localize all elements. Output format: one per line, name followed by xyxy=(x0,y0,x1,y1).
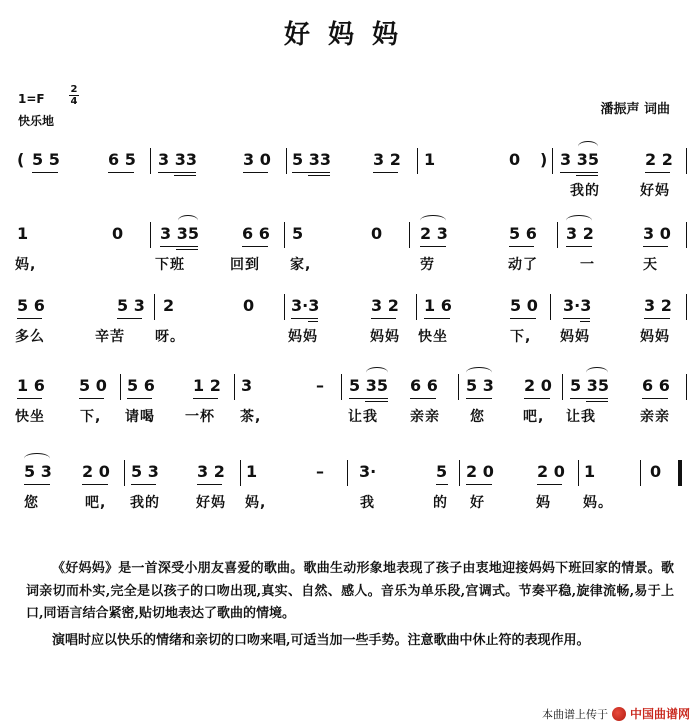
note-group: – xyxy=(316,376,324,395)
lyric-text: 妈妈 xyxy=(640,329,670,345)
note-group: 0 xyxy=(371,224,383,243)
bar-line xyxy=(124,460,125,486)
score-row xyxy=(0,224,700,296)
beam-underline xyxy=(563,318,590,319)
bar-line xyxy=(678,460,682,486)
bar-line xyxy=(120,374,121,400)
lyric-text: 动了 xyxy=(508,257,538,273)
beam-underline xyxy=(17,398,42,399)
lyric-text: 下班 xyxy=(155,257,185,273)
bar-line xyxy=(284,294,285,320)
lyric-text: 妈妈 xyxy=(560,329,590,345)
note-group: 5 6 xyxy=(17,296,45,315)
beam-underline xyxy=(436,484,448,485)
slur-mark xyxy=(586,367,608,378)
slur-mark xyxy=(24,453,50,464)
beam-underline xyxy=(79,398,104,399)
bar-line xyxy=(550,294,551,320)
lyric-text: 我的 xyxy=(570,183,600,199)
note-group: 3 2 xyxy=(644,296,672,315)
score-row xyxy=(0,296,700,368)
beam-underline xyxy=(642,398,668,399)
score-row xyxy=(0,462,700,534)
bar-line xyxy=(686,222,687,248)
bar-line xyxy=(686,148,687,174)
bar-line xyxy=(284,222,285,248)
slur-mark xyxy=(178,215,198,226)
lyric-text: 您 xyxy=(470,409,485,425)
bar-line xyxy=(459,460,460,486)
lyric-text: 请喝 xyxy=(125,409,155,425)
beam-underline xyxy=(108,172,134,173)
slur-mark xyxy=(366,367,388,378)
bar-line xyxy=(557,222,558,248)
note-group: 5 6 xyxy=(127,376,155,395)
lyric-text: 茶, xyxy=(240,409,262,425)
site-name-link[interactable]: 中国曲谱网 xyxy=(629,707,690,721)
beam-underline xyxy=(292,172,330,173)
note-group: 2 0 xyxy=(466,462,494,481)
note-group: 1 xyxy=(17,224,29,243)
lyric-text: 下, xyxy=(510,329,532,345)
beam-underline xyxy=(586,401,608,402)
note-group: 5 5 xyxy=(32,150,60,169)
meter-bottom: 4 xyxy=(70,96,78,107)
note-group: 1 6 xyxy=(17,376,45,395)
lyric-text: 亲亲 xyxy=(640,409,670,425)
beam-underline xyxy=(308,175,330,176)
note-group: 1 xyxy=(246,462,258,481)
beam-underline xyxy=(643,246,668,247)
note-group: 6 5 xyxy=(108,150,136,169)
beam-underline xyxy=(308,321,318,322)
lyric-text: 您 xyxy=(24,495,39,511)
beam-underline xyxy=(645,172,670,173)
beam-underline xyxy=(509,246,534,247)
beam-underline xyxy=(644,318,670,319)
bar-line xyxy=(234,374,235,400)
bar-line xyxy=(416,294,417,320)
beam-underline xyxy=(82,484,108,485)
note-group: 5 35 xyxy=(349,376,388,395)
lyric-text: 一杯 xyxy=(185,409,215,425)
beam-underline xyxy=(365,401,388,402)
bar-line xyxy=(150,148,151,174)
lyric-text: 回到 xyxy=(230,257,260,273)
note-group: 5 3 xyxy=(24,462,52,481)
note-group: 5 35 xyxy=(570,376,609,395)
bar-line xyxy=(347,460,348,486)
beam-underline xyxy=(24,484,50,485)
note-group: 6 6 xyxy=(410,376,438,395)
lyric-text: 妈 xyxy=(536,495,551,511)
lyric-text: 辛苦 xyxy=(95,329,125,345)
lyric-text: 吧, xyxy=(523,409,545,425)
note-group: 3 33 xyxy=(158,150,197,169)
note-group: 5 6 xyxy=(509,224,537,243)
slur-mark xyxy=(466,367,492,378)
lyric-text: 劳 xyxy=(420,257,435,273)
note-group: 5 3 xyxy=(466,376,494,395)
beam-underline xyxy=(243,172,268,173)
lyric-text: 妈, xyxy=(15,257,37,273)
lyric-text: 呀。 xyxy=(155,329,185,345)
note-group: 0 xyxy=(650,462,662,481)
lyric-text: 吧, xyxy=(85,495,107,511)
note-group: 3·3 xyxy=(291,296,320,315)
bar-line xyxy=(552,148,553,174)
note-group: 3 xyxy=(241,376,253,395)
note-group: 3 35 xyxy=(160,224,199,243)
note-group: 5 3 xyxy=(131,462,159,481)
note-group: 1 xyxy=(584,462,596,481)
bar-line xyxy=(578,460,579,486)
note-group: 5 3 xyxy=(117,296,145,315)
beam-underline xyxy=(291,318,318,319)
note-group: 6 6 xyxy=(242,224,270,243)
lyric-text: 家, xyxy=(290,257,312,273)
beam-underline xyxy=(570,398,608,399)
note-group: 2 0 xyxy=(524,376,552,395)
beam-underline xyxy=(158,172,196,173)
lyric-text: 好妈 xyxy=(640,183,670,199)
beam-underline xyxy=(117,318,142,319)
slur-mark xyxy=(420,215,446,226)
lyric-text: 妈妈 xyxy=(370,329,400,345)
score-row xyxy=(0,150,700,222)
note-group: 3 2 xyxy=(373,150,401,169)
song-title: 好妈妈 xyxy=(283,20,416,50)
lyric-text: 好妈 xyxy=(196,495,226,511)
source-footer xyxy=(542,705,690,722)
beam-underline xyxy=(127,398,152,399)
beam-underline xyxy=(576,175,598,176)
note-group: 0 xyxy=(243,296,255,315)
beam-underline xyxy=(242,246,268,247)
lyric-text: 我 xyxy=(360,495,375,511)
slur-mark xyxy=(566,215,592,226)
beam-underline xyxy=(32,172,58,173)
key-signature: 1=F xyxy=(18,92,45,106)
beam-underline xyxy=(193,398,218,399)
note-group: 3· xyxy=(359,462,377,481)
note-group: 3 2 xyxy=(371,296,399,315)
bar-line xyxy=(150,222,151,248)
bar-line xyxy=(686,374,687,400)
bar-line xyxy=(154,294,155,320)
note-group: 2 2 xyxy=(645,150,673,169)
note-group: 2 3 xyxy=(420,224,448,243)
note-group: 2 xyxy=(163,296,175,315)
beam-underline xyxy=(197,484,222,485)
lyric-text: 多么 xyxy=(15,329,45,345)
beam-underline xyxy=(371,318,396,319)
note-group: 3 0 xyxy=(643,224,671,243)
lyric-text: 妈, xyxy=(245,495,267,511)
song-description xyxy=(26,558,674,652)
lyric-text: 亲亲 xyxy=(410,409,440,425)
bar-line xyxy=(341,374,342,400)
note-group: 2 0 xyxy=(537,462,565,481)
beam-underline xyxy=(373,172,398,173)
beam-underline xyxy=(524,398,550,399)
note-group: 3 35 xyxy=(560,150,599,169)
slur-mark xyxy=(578,141,598,152)
description-paragraph: 演唱时应以快乐的情绪和亲切的口吻来唱,可适当加一些手势。注意歌曲中休止符的表现作用。 xyxy=(52,632,590,648)
composer-credit: 潘振声 词曲 xyxy=(600,102,670,117)
lyric-text: 让我 xyxy=(348,409,378,425)
note-group: 2 0 xyxy=(82,462,110,481)
beam-underline xyxy=(160,246,198,247)
note-group: – xyxy=(316,462,324,481)
note-group: 5 xyxy=(292,224,304,243)
lyric-text: 一 xyxy=(580,257,595,273)
note-group: ( xyxy=(17,150,25,169)
bar-line xyxy=(562,374,563,400)
lyric-text: 快坐 xyxy=(15,409,45,425)
beam-underline xyxy=(566,246,592,247)
lyric-text: 妈妈 xyxy=(288,329,318,345)
note-group: 1 6 xyxy=(424,296,452,315)
note-group: 0 xyxy=(112,224,124,243)
beam-underline xyxy=(349,398,388,399)
lyric-text: 快坐 xyxy=(418,329,448,345)
beam-underline xyxy=(17,318,42,319)
beam-underline xyxy=(410,398,436,399)
note-group: 3 2 xyxy=(197,462,225,481)
beam-underline xyxy=(174,175,196,176)
note-group: ) xyxy=(540,150,548,169)
time-signature xyxy=(68,84,80,107)
lyric-text: 的 xyxy=(433,495,448,511)
description-paragraph: 《好妈妈》是一首深受小朋友喜爱的歌曲。歌曲生动形象地表现了孩子由衷地迎接妈妈下班回家的情景。歌词亲切而朴实,完全是以孩子的口吻出现,真实、自然、感人。音乐为单乐段,宫调式。节奏平稳,旋律流畅,易于上口,同语言结合紧密,贴切地表达了歌曲的情境。 xyxy=(26,561,674,621)
beam-underline xyxy=(131,484,156,485)
beam-underline xyxy=(420,246,446,247)
beam-underline xyxy=(537,484,562,485)
bar-line xyxy=(409,222,410,248)
note-group: 5 0 xyxy=(510,296,538,315)
beam-underline xyxy=(580,321,590,322)
note-group: 5 xyxy=(436,462,448,481)
beam-underline xyxy=(466,484,492,485)
beam-underline xyxy=(510,318,536,319)
lyric-text: 天 xyxy=(643,257,658,273)
bar-line xyxy=(240,460,241,486)
beam-underline xyxy=(466,398,492,399)
note-group: 3 0 xyxy=(243,150,271,169)
note-group: 1 2 xyxy=(193,376,221,395)
lyric-text: 下, xyxy=(80,409,102,425)
bar-line xyxy=(286,148,287,174)
note-group: 5 33 xyxy=(292,150,331,169)
meter-top: 2 xyxy=(70,84,78,95)
site-logo-icon xyxy=(612,707,626,721)
note-group: 3 2 xyxy=(566,224,594,243)
lyric-text: 好 xyxy=(470,495,485,511)
lyric-text: 妈。 xyxy=(583,495,613,511)
bar-line xyxy=(417,148,418,174)
bar-line xyxy=(686,294,687,320)
bar-line xyxy=(640,460,641,486)
tempo-marking: 快乐地 xyxy=(18,114,55,128)
lyric-text: 让我 xyxy=(566,409,596,425)
beam-underline xyxy=(176,249,198,250)
note-group: 6 6 xyxy=(642,376,670,395)
bar-line xyxy=(458,374,459,400)
beam-underline xyxy=(560,172,598,173)
upload-note: 本曲谱上传于 xyxy=(541,707,608,721)
lyric-text: 我的 xyxy=(130,495,160,511)
note-group: 0 xyxy=(509,150,521,169)
beam-underline xyxy=(424,318,450,319)
note-group: 3·3 xyxy=(563,296,592,315)
note-group: 5 0 xyxy=(79,376,107,395)
score-row xyxy=(0,376,700,448)
note-group: 1 xyxy=(424,150,436,169)
